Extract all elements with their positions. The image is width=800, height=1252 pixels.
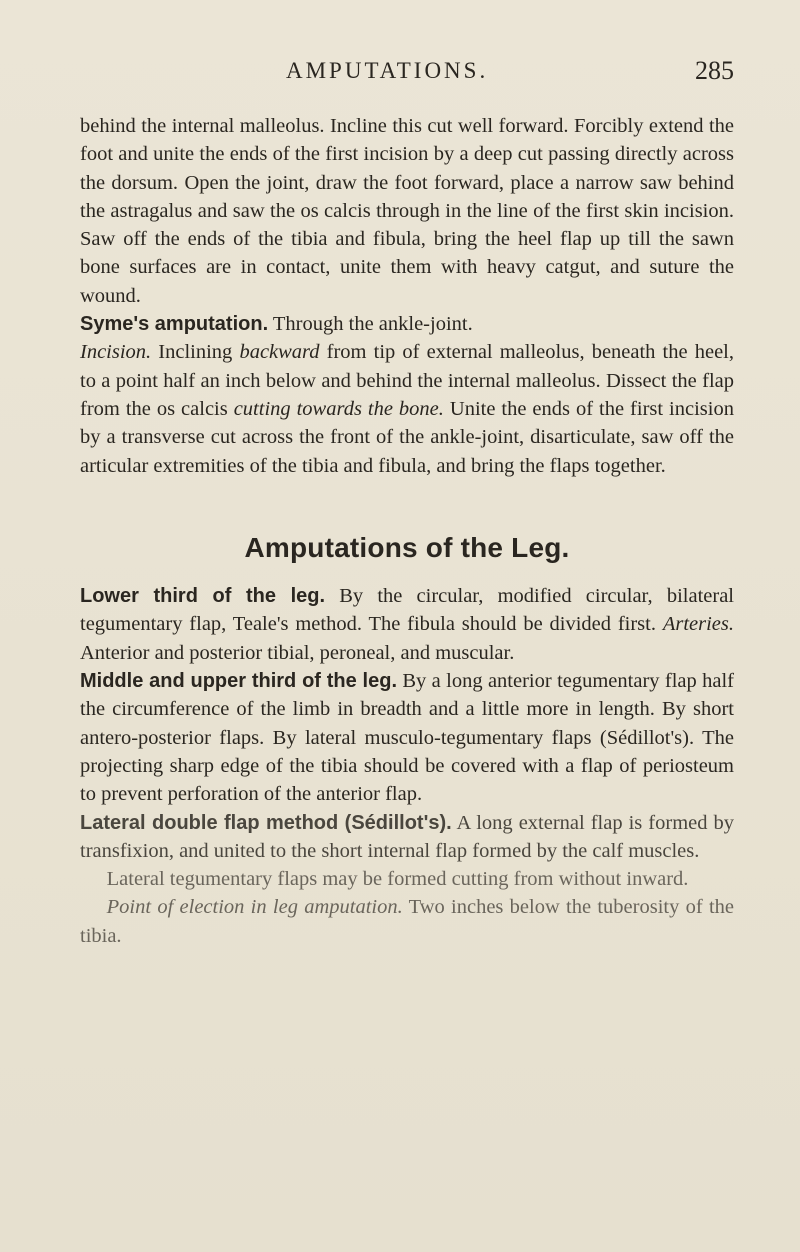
run-in-heading-lower-third: Lower third of the leg.	[80, 585, 326, 608]
point-of-election-text: Two inches below the tuberosity of the tibia.	[80, 896, 735, 947]
paragraph-ankle-continuation: behind the internal malleolus. Incline this cut well forward. Forcibly extend the foot and unite the ends of the first incision by a deep cut passing directly across the dorsum. Open the joint, draw the foot forward, place a narrow saw behind the astragalus and saw the os calcis through in the line of the first skin incision. Saw off the ends of the tibia and fibula, bring the heel flap up till the sawn bone surfaces are in contact, unite them with heavy catgut, and suture the wound.	[80, 115, 734, 307]
arteries-label: Arteries.	[662, 613, 734, 636]
paragraph-lower-third	[80, 582, 734, 667]
lower-third-text-a: By the circular, modified circular, bilateral tegumentary flap, Teale's method. The fibula should be divided first.	[80, 585, 734, 636]
run-in-heading-symes: Syme's amputation.	[80, 313, 269, 336]
running-head-title: AMPUTATIONS.	[286, 58, 489, 83]
symes-text: Through the ankle-joint.	[268, 313, 473, 336]
incision-emphasis-backward: backward	[239, 341, 320, 364]
running-head	[80, 58, 734, 92]
incision-emphasis-bone: cutting towards the bone.	[233, 397, 444, 420]
incision-text-b: from tip of external malleolus, beneath the heel, to a point half an inch below and behind the internal malleolus. Dissect the flap from the os calcis	[80, 341, 734, 420]
incision-text-c: Unite the ends of the first incision by a transverse cut across the front of the ankle-joint, disarticulate, saw off the articular extremities of the tibia and fibula, and bring the flaps together.	[80, 397, 734, 477]
paragraph-lateral-tegumentary: Lateral tegumentary flaps may be formed cutting from without inward.	[106, 868, 689, 891]
paragraph-lateral-double-flap	[80, 809, 734, 866]
paragraph-point-of-election	[80, 893, 734, 950]
run-in-heading-middle-upper: Middle and upper third of the leg.	[80, 670, 398, 693]
lateral-double-text: A long external flap is formed by transfixion, and united to the short internal flap formed by the calf muscles.	[80, 811, 734, 862]
run-in-heading-lateral-double: Lateral double flap method (Sédillot's).	[80, 811, 452, 834]
section-heading: Amputations of the Leg.	[244, 531, 570, 563]
incision-label: Incision.	[80, 341, 152, 364]
point-of-election-label: Point of election in leg amputation.	[106, 896, 403, 919]
paragraph-middle-upper-third	[80, 667, 734, 808]
paragraph-incision	[80, 338, 734, 479]
page-body	[80, 112, 734, 950]
page-number: 285	[695, 56, 734, 85]
paragraph-symes-amputation	[80, 310, 734, 338]
incision-text-a: Inclining	[151, 341, 240, 364]
middle-upper-text: By a long anterior tegumentary flap half the circumference of the limb in breadth and a little more in length. By short antero-posterior flaps. By lateral musculo-tegumentary flaps (Sédillot's). The projecting sharp edge of the tibia should be covered with a flap of periosteum to prevent perforation of the anterior flap.	[80, 670, 735, 806]
lower-third-text-b: Anterior and posterior tibial, peroneal, and muscular.	[80, 641, 515, 664]
